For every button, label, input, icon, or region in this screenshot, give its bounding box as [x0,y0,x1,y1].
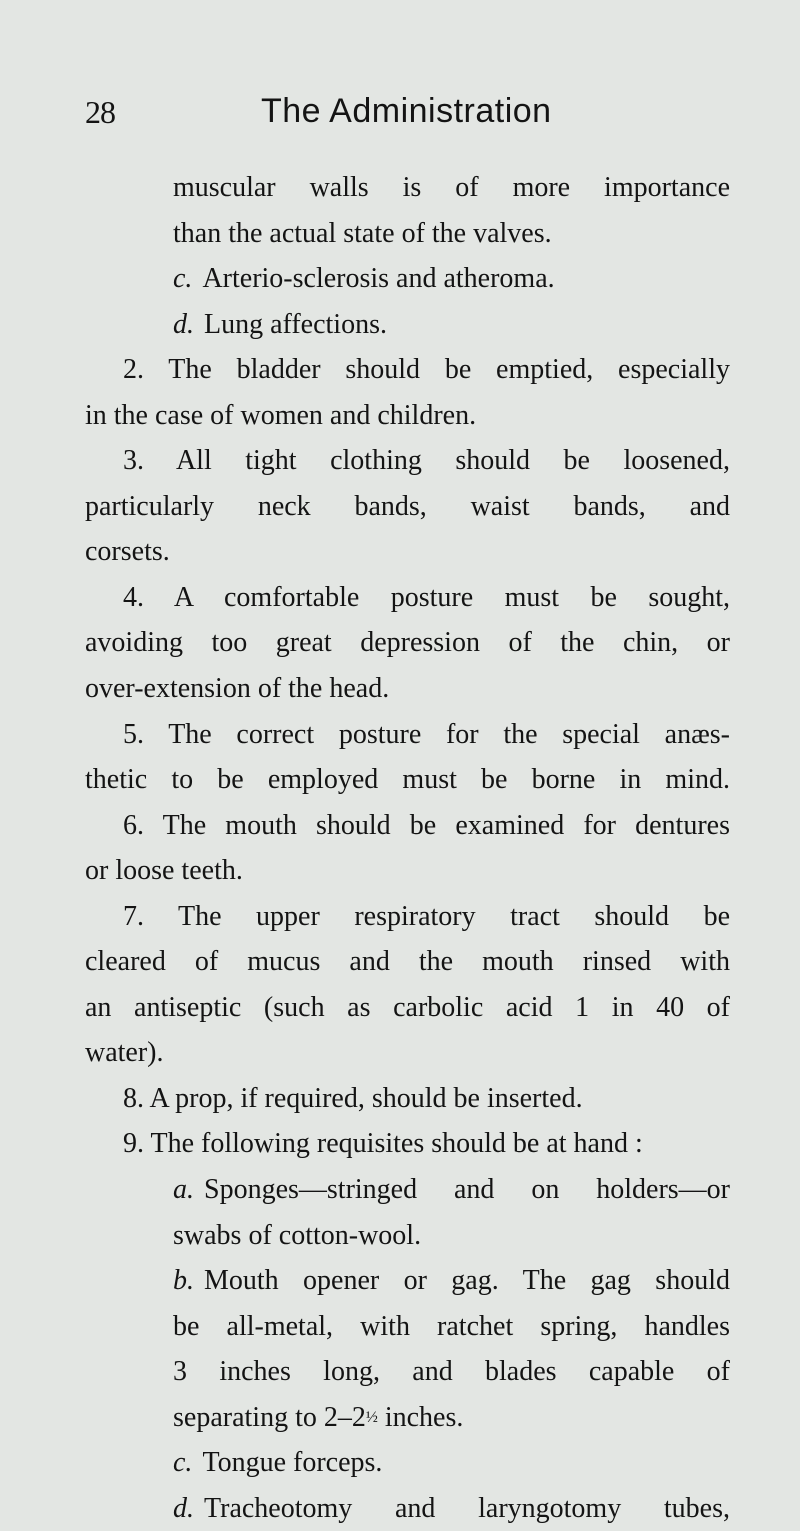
text-line: over-extension of the head. [85,673,390,705]
text-fragment: inches. [377,1401,464,1433]
item-text: Lung affections. [204,308,387,340]
text-line: water). [85,1037,164,1069]
text-line: 3 inches long, and blades capable of [173,1356,730,1388]
running-title: The Administration [261,92,552,130]
fraction: ½ [365,1408,378,1426]
text-line: swabs of cotton-wool. [173,1219,422,1251]
list-item-b [85,1258,730,1304]
item-text: Mouth opener or gag. The gag should [204,1265,730,1297]
list-item-c [85,256,730,302]
text-line: be all-metal, with ratchet spring, handles [173,1310,730,1342]
text-fragment: separating to 2–2 [173,1401,366,1433]
text-line: 6. The mouth should be examined for dentures [123,809,730,841]
text-line: corsets. [85,536,170,568]
item-letter: c. [173,263,193,295]
item-letter: a. [173,1174,194,1206]
text-line: 7. The upper respiratory tract should be [123,900,730,932]
item-letter: d. [173,308,194,340]
text-line: 3. All tight clothing should be loosened, [123,445,730,477]
body-text [85,165,730,1531]
item-text: Arterio-sclerosis and atheroma. [202,263,555,295]
page-header [85,92,725,142]
text-line: avoiding too great depression of the chin, or [85,627,730,659]
text-line: 8. A prop, if required, should be inserted. [123,1082,583,1114]
text-line: 4. A comfortable posture must be sought, [123,581,730,613]
text-line: cleared of mucus and the mouth rinsed with [85,946,730,978]
list-item-d [85,1486,730,1531]
item-text: Tongue forceps. [202,1447,383,1479]
list-item-a [85,1167,730,1213]
list-item-c [85,1440,730,1486]
list-item-d [85,302,730,348]
item-text: Tracheotomy and laryngotomy tubes, [204,1492,730,1524]
text-line: 9. The following requisites should be at hand : [123,1128,643,1160]
text-line: 2. The bladder should be emptied, especially [123,354,730,386]
item-text: Sponges—stringed and on holders—or [204,1174,730,1206]
text-line: in the case of women and children. [85,399,477,431]
text-line: than the actual state of the valves. [173,217,552,249]
item-letter: b. [173,1265,194,1297]
text-line: 5. The correct posture for the special anæs- [123,718,730,750]
text-line: particularly neck bands, waist bands, and [85,490,730,522]
text-line: thetic to be employed must be borne in mind. [85,764,730,796]
item-letter: d. [173,1492,194,1524]
item-letter: c. [173,1447,193,1479]
text-line [85,1395,730,1441]
text-line: or loose teeth. [85,855,243,887]
page-number: 28 [85,94,115,130]
text-line: muscular walls is of more importance [173,172,730,203]
text-line: an antiseptic (such as carbolic acid 1 in 40 of [85,991,730,1023]
